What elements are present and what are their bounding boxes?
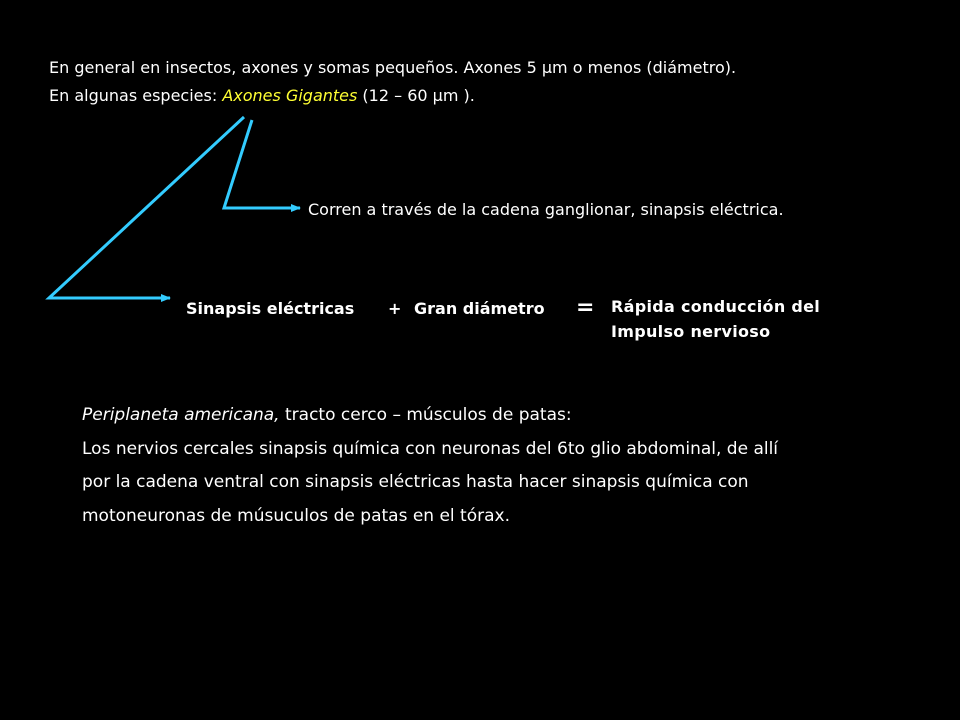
equation-result-line-1: Rápida conducción del — [611, 297, 821, 316]
equation-result-line-2: Impulso nervioso — [611, 322, 771, 341]
species-name: Periplaneta americana, — [82, 405, 280, 425]
upper-arrow-line — [224, 120, 300, 208]
intro-line-1: En general en insectos, axones y somas pequeños. Axones 5 μm o menos (diámetro). — [49, 58, 737, 77]
arrow-note: Corren a través de la cadena ganglionar, sinapsis eléctrica. — [308, 200, 784, 219]
intro-line-2-prefix: En algunas especies: — [49, 86, 223, 105]
intro-line-2-suffix: (12 – 60 μm ). — [357, 86, 475, 105]
equation-plus: + — [388, 299, 402, 318]
equation-term-a: Sinapsis eléctricas — [186, 299, 355, 318]
paragraph-line-2: por la cadena ventral con sinapsis eléctricas hasta hacer sinapsis química con — [82, 472, 749, 492]
lower-arrow-line — [49, 117, 244, 298]
paragraph-line-1: Los nervios cercales sinapsis química con neuronas del 6to glio abdominal, de allí — [82, 439, 779, 459]
giant-axons-highlight: Axones Gigantes — [222, 86, 358, 105]
equation-equals: = — [576, 295, 595, 320]
paragraph-line-0 — [82, 405, 572, 425]
equation-term-b: Gran diámetro — [414, 299, 545, 318]
intro-line-2 — [49, 86, 475, 105]
paragraph-line-3: motoneuronas de músuculos de patas en el tórax. — [82, 506, 510, 526]
paragraph-line-0-rest: tracto cerco – músculos de patas: — [279, 405, 572, 425]
